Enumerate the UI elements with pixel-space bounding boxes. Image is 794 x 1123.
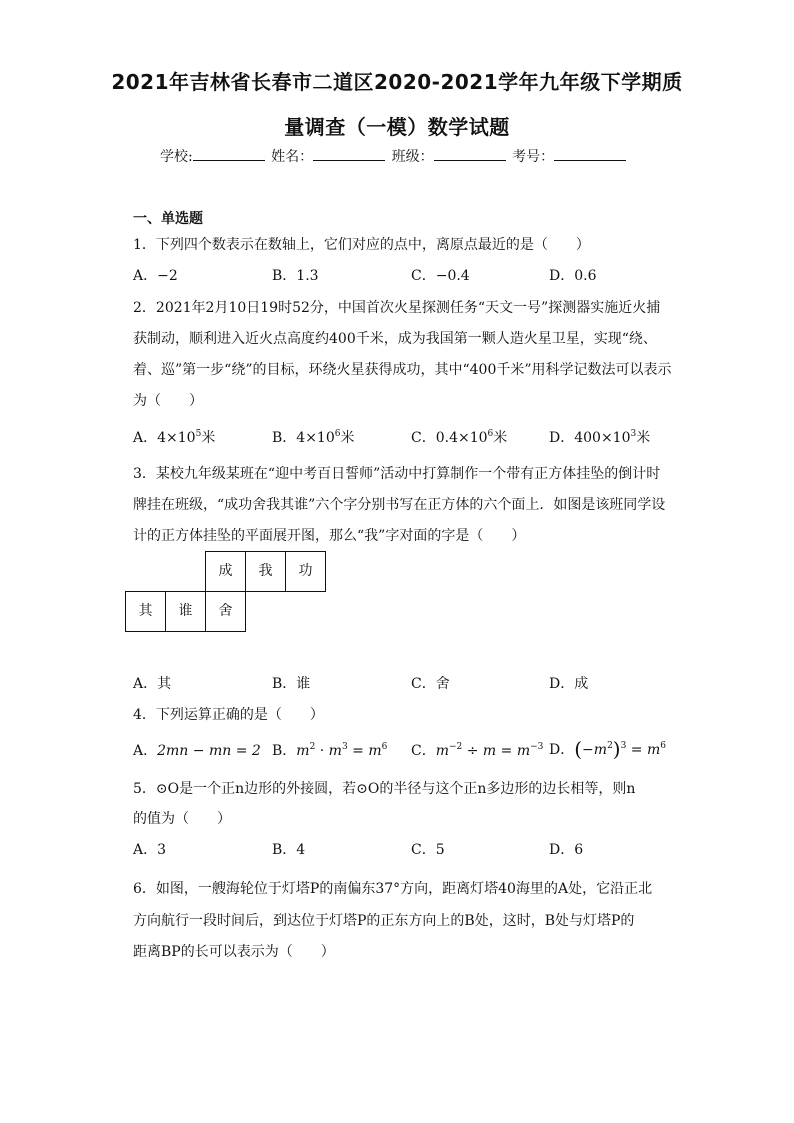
school-label: 学校: xyxy=(160,149,193,165)
net-cell-shui: 谁 xyxy=(165,591,206,632)
q5-option-c: C．5 xyxy=(411,842,445,858)
q4-option-d: D．$(-m^2)^3 = m^6$ xyxy=(549,737,666,761)
q3-option-b: B．谁 xyxy=(272,676,311,692)
q6-stem-line2: 方向航行一段时间后，到达位于灯塔P的正东方向上的B处，这时，B处与灯塔P的 xyxy=(133,913,635,929)
net-cell-cheng: 成 xyxy=(205,551,246,592)
class-blank[interactable] xyxy=(434,147,506,161)
net-cell-qi: 其 xyxy=(125,591,166,632)
q6-stem-line3: 距离BP的长可以表示为（ ） xyxy=(133,944,335,960)
q3-stem-line3: 计的正方体挂坠的平面展开图，那么“我”字对面的字是（ ） xyxy=(133,528,526,544)
q5-stem-line2: 的值为（ ） xyxy=(133,811,231,827)
school-blank[interactable] xyxy=(193,147,265,161)
q5-stem-line1: 5．⊙O是一个正n边形的外接圆，若⊙O的半径与这个正n多边形的边长相等，则n xyxy=(133,781,636,797)
q3-option-a: A．其 xyxy=(133,676,172,692)
q5-option-a: A．3 xyxy=(133,842,167,858)
q3-stem-line1: 3．某校九年级某班在“迎中考百日誓师”活动中打算制作一个带有正方体挂坠的倒计时 xyxy=(133,466,661,482)
q2-stem-line4: 为（ ） xyxy=(133,393,203,409)
number-label: 考号： xyxy=(512,149,555,165)
q1-stem: 1．下列四个数表示在数轴上，它们对应的点中，离原点最近的是（ ） xyxy=(133,237,590,253)
net-cell-gong: 功 xyxy=(285,551,326,592)
q2-option-b: B．$4\times 10^6$米 xyxy=(272,429,355,446)
q2-option-d: D．$400\times 10^3$米 xyxy=(549,429,651,446)
q1-option-b: B．1.3 xyxy=(272,268,319,284)
student-info-row xyxy=(160,146,640,166)
q4-option-c: C．$m^{-2} \div m = m^{-3}$ xyxy=(411,742,544,759)
q3-stem-line2: 牌挂在班级，“成功舍我其谁”六个字分别书写在正方体的六个面上．如图是该班同学设 xyxy=(133,497,666,513)
q2-stem-line1: 2．2021年2月10日19时52分，中国首次火星探测任务“天文一号”探测器实施近火捕 xyxy=(133,300,661,316)
q2-stem-line2: 获制动，顺利进入近火点高度约400千米，成为我国第一颗人造火星卫星，实现“绕、 xyxy=(133,331,657,347)
q1-option-a: A．−2 xyxy=(133,268,178,284)
name-label: 姓名： xyxy=(271,149,314,165)
q2-stem-line3: 着、巡”第一步“绕”的目标，环绕火星获得成功，其中“400千米”用科学记数法可以表示 xyxy=(133,362,672,378)
q2-option-c: C．$0.4\times 10^6$米 xyxy=(411,429,508,446)
q6-stem-line1: 6．如图，一艘海轮位于灯塔P的南偏东37°方向，距离灯塔40海里的A处，它沿正北 xyxy=(133,881,653,897)
q1-option-c: C．−0.4 xyxy=(411,268,470,284)
q3-option-c: C．舍 xyxy=(411,676,450,692)
exam-title-line1: 2021年吉林省长春市二道区2020-2021学年九年级下学期质 xyxy=(111,70,683,94)
q4-stem: 4．下列运算正确的是（ ） xyxy=(133,707,324,723)
section-title: 一、单选题 xyxy=(133,211,203,227)
class-label: 班级： xyxy=(391,149,434,165)
net-cell-she: 舍 xyxy=(205,591,246,632)
q5-option-b: B．4 xyxy=(272,842,306,858)
q3-option-d: D．成 xyxy=(549,676,589,692)
q4-option-a: A．2mn − mn = 2 xyxy=(133,743,261,759)
exam-title-line2: 量调查（一模）数学试题 xyxy=(284,115,510,139)
q2-option-a: A．$4\times 10^5$米 xyxy=(133,429,216,446)
q1-option-d: D．0.6 xyxy=(549,268,597,284)
name-blank[interactable] xyxy=(313,147,385,161)
q4-option-b: B．$m^2 \cdot m^3 = m^6$ xyxy=(272,742,388,759)
cube-net-figure xyxy=(125,551,326,634)
q5-option-d: D．6 xyxy=(549,842,584,858)
net-cell-wo: 我 xyxy=(245,551,286,592)
number-blank[interactable] xyxy=(554,147,626,161)
